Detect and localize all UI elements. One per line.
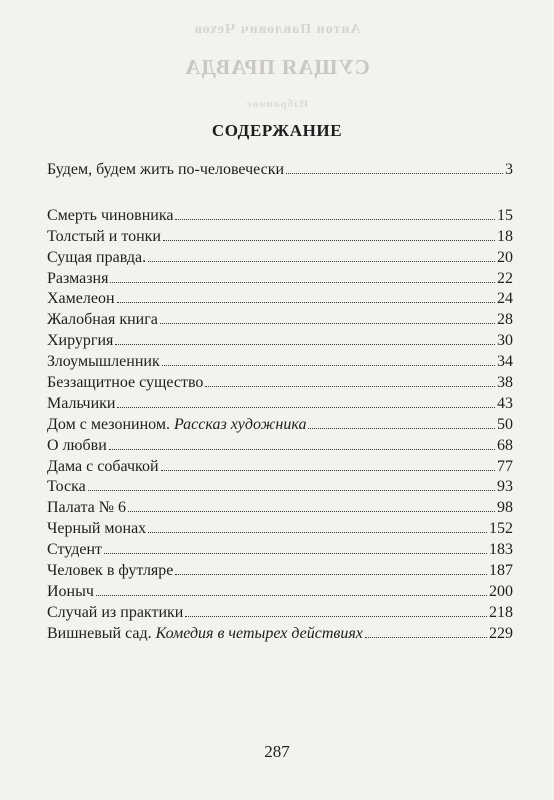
toc-entry-title — [47, 352, 160, 373]
toc-entry-title-text: Черный монах — [47, 520, 147, 538]
toc-entry-page: 183 — [489, 541, 513, 559]
toc-entry-title — [47, 160, 284, 181]
dot-leader — [110, 282, 495, 283]
toc-entry — [47, 269, 513, 290]
dot-leader — [163, 240, 495, 241]
dot-leader — [205, 386, 495, 387]
toc-entry-title-text: Студент — [47, 541, 103, 559]
toc-entry-page: 18 — [497, 227, 513, 245]
toc-entry-title — [47, 310, 158, 331]
toc-entry — [47, 248, 513, 269]
toc-entry-page: 15 — [497, 206, 513, 224]
toc-entry-title-text: Человек в футляре — [47, 562, 174, 580]
dot-leader — [148, 532, 487, 533]
toc-entry-title-text: Размазня — [47, 269, 109, 287]
toc-entry-subtitle: Рассказ художника — [174, 415, 307, 433]
toc-entry-page: 50 — [497, 415, 513, 433]
contents-heading: СОДЕРЖАНИЕ — [211, 121, 343, 140]
dot-leader — [104, 553, 487, 554]
toc-entry-title — [47, 561, 173, 582]
dot-leader — [148, 261, 495, 262]
dot-leader — [96, 595, 487, 596]
toc-entry-subtitle: Комедия в четырех действиях — [155, 624, 363, 642]
toc-entry-page: 43 — [497, 394, 513, 412]
toc-entry-page: 218 — [489, 603, 513, 621]
toc-entry-title — [47, 206, 173, 227]
toc-entry-title-text: Тоска — [47, 478, 86, 496]
toc-entry — [47, 582, 513, 603]
toc-entry-title-text: Толстый и тонки — [47, 227, 161, 245]
dot-leader — [117, 302, 495, 303]
dot-leader — [308, 428, 495, 429]
toc-entry — [47, 227, 513, 248]
toc-entry-title — [47, 373, 203, 394]
dot-leader — [286, 173, 503, 174]
toc-entry-title-text: Сущая правда. — [47, 248, 147, 266]
toc-entry — [47, 373, 513, 394]
bleed-through-title: СУЩАЯ ПРАВДА — [184, 55, 370, 79]
toc-entry-title-text: Мальчики — [47, 394, 116, 412]
toc-entry-title — [47, 269, 108, 290]
toc-entry-page: 3 — [505, 161, 513, 178]
toc-entry-page: 34 — [497, 353, 513, 371]
toc-entry-page: 20 — [497, 248, 513, 266]
toc-entry-page: 68 — [497, 436, 513, 454]
toc-entry-title — [47, 394, 115, 415]
toc-entry-page: 152 — [489, 520, 513, 538]
toc-entry-title — [47, 477, 86, 498]
dot-leader — [115, 344, 495, 345]
toc-entry-title-text: Хамелеон — [47, 290, 115, 308]
toc-entry — [47, 477, 513, 498]
toc-entry-page: 77 — [497, 457, 513, 475]
toc-entry-title-text: Случай из практики — [47, 603, 184, 621]
table-of-contents — [47, 160, 513, 645]
toc-entry — [47, 331, 513, 352]
toc-entry — [47, 436, 513, 457]
toc-entry-title — [47, 457, 159, 478]
toc-entry — [47, 352, 513, 373]
toc-entry-title-text: Смерть чиновника — [47, 206, 174, 224]
toc-entry-title-text: Хирургия — [47, 332, 114, 350]
toc-entry-title-text: Вишневый сад. — [47, 624, 156, 642]
toc-entry-page: 98 — [497, 499, 513, 517]
toc-entry-title-text: Палата № 6 — [47, 499, 127, 517]
toc-entry-title-text: Ионыч — [47, 582, 94, 600]
dot-leader — [109, 449, 495, 450]
toc-entry-page: 24 — [497, 290, 513, 308]
toc-entry-title-text: Дама с собачкой — [47, 457, 159, 475]
toc-entry-title — [47, 289, 115, 310]
dot-leader — [365, 637, 487, 638]
toc-entry — [47, 624, 513, 645]
toc-entry-page: 229 — [489, 624, 513, 642]
dot-leader — [175, 219, 495, 220]
toc-entry-title — [47, 248, 146, 269]
dot-leader — [88, 490, 495, 491]
toc-entry-title-text: О любви — [47, 436, 107, 454]
toc-entry-page: 187 — [489, 562, 513, 580]
toc-entry — [47, 289, 513, 310]
toc-entry-title — [47, 603, 183, 624]
page-number: 287 — [264, 742, 290, 761]
toc-entry-title-text: Жалобная книга — [47, 311, 158, 329]
toc-entry — [47, 457, 513, 478]
dot-leader — [185, 616, 487, 617]
dot-leader — [162, 365, 495, 366]
toc-entry-title — [47, 519, 146, 540]
toc-entry-page: 93 — [497, 478, 513, 496]
toc-entry — [47, 540, 513, 561]
toc-entry-title — [47, 540, 102, 561]
toc-entry-title — [47, 624, 363, 645]
toc-entry-title — [47, 331, 113, 352]
toc-entry-page: 28 — [497, 311, 513, 329]
toc-entry-title — [47, 415, 306, 436]
toc-entry-page: 30 — [497, 332, 513, 350]
toc-entry — [47, 498, 513, 519]
toc-entry — [47, 310, 513, 331]
toc-entry-title-text: Дом с мезонином. — [47, 415, 174, 433]
toc-entry — [47, 415, 513, 436]
toc-entry-title-text: Будем, будем жить по-человечески — [47, 161, 285, 178]
toc-entry-page: 200 — [489, 582, 513, 600]
dot-leader — [175, 574, 487, 575]
toc-entry — [47, 394, 513, 415]
toc-entry — [47, 206, 513, 227]
dot-leader — [161, 470, 495, 471]
toc-entry-title-text: Беззащитное существо — [47, 374, 204, 392]
toc-entry-title — [47, 227, 161, 248]
toc-entry-title-text: Злоумышленник — [47, 353, 160, 371]
bleed-through-subtitle: Избранное — [245, 98, 309, 110]
dot-leader — [160, 323, 495, 324]
toc-entry-title — [47, 436, 107, 457]
dot-leader — [128, 511, 495, 512]
dot-leader — [117, 407, 495, 408]
toc-entry — [47, 160, 513, 181]
toc-entry-title — [47, 582, 94, 603]
toc-entry — [47, 561, 513, 582]
toc-entry — [47, 603, 513, 624]
toc-entry — [47, 519, 513, 540]
toc-entry-page: 22 — [497, 269, 513, 287]
toc-entry-title — [47, 498, 126, 519]
bleed-through-author: Антон Павлович Чехов — [193, 22, 361, 37]
toc-entry-page: 38 — [497, 374, 513, 392]
